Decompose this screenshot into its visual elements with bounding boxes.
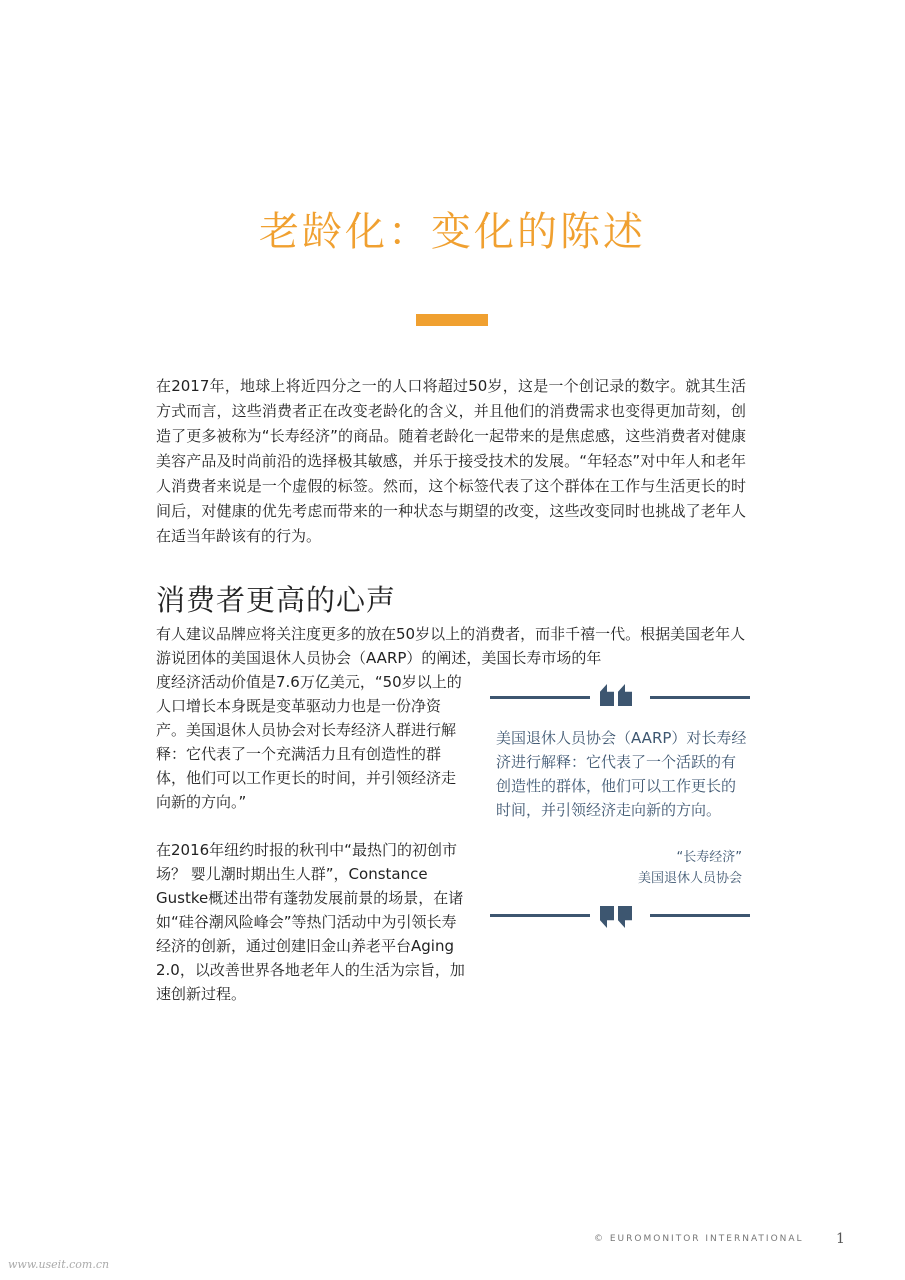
intro-paragraph: 在2017年，地球上将近四分之一的人口将超过50岁，这是一个创记录的数字。就其生活方式而言，这些消费者正在改变老龄化的含义，并且他们的消费需求也变得更加苛刻，创造了更多被称为“长寿经济”的商品。随着老龄化一起带来的是焦虑感，这些消费者对健康美容产品及时尚前沿的选择极其敏感，并乐于接受技术的发展。“年轻态”对中年人和老年人消费者来说是一个虚假的标签。然而，这个标签代表了这个群体在工作与生活更长的时间后，对健康的优先考虑而带来的一种状态与期望的改变，这些改变同时也挑战了老年人在适当年龄该有的行为。: [156, 377, 746, 545]
quote-bottom-rule-left: [490, 914, 590, 917]
quote-source: [638, 847, 742, 889]
section-heading: 消费者更高的心声: [156, 583, 397, 617]
quote-top-rule-right: [650, 696, 750, 699]
title-accent-bar: [416, 314, 488, 326]
section-paragraph-1-continued: 度经济活动价值是7.6万亿美元，“50岁以上的人口增长本身既是变革驱动力也是一份净资产。美国退休人员协会对长寿经济人群进行解释：它代表了一个充满活力且有创造性的群体，他们可以工作更长的时间，并引领经济走向新的方向。”: [156, 673, 462, 811]
quote-text: 美国退休人员协会（AARP）对长寿经济进行解释：它代表了一个活跃的有创造性的群体，他们可以工作更长的时间，并引领经济走向新的方向。: [496, 729, 747, 819]
quote-source-title: “长寿经济”: [676, 850, 742, 865]
watermark: www.useit.com.cn: [8, 1258, 110, 1271]
section-paragraph-1: 有人建议品牌应将关注度更多的放在50岁以上的消费者，而非千禧一代。根据美国老年人游说团体的美国退休人员协会（AARP）的阐述，美国长寿市场的年: [156, 625, 746, 667]
open-quote-icon: [600, 684, 632, 706]
pull-quote: [490, 680, 752, 940]
section-paragraph-2: 在2016年纽约时报的秋刊中“最热门的初创市场？ 婴儿潮时期出生人群”，Constance Gustke概述出带有蓬勃发展前景的场景，在诸如“硅谷潮风险峰会”等热门活动中为引领长寿经济的创新，通过创建旧金山养老平台Aging 2.0，以改善世界各地老年人的生活为宗旨，加速创新过程。: [156, 841, 465, 1003]
close-quote-icon: [600, 906, 632, 928]
footer-brand: © EUROMONITOR INTERNATIONAL: [594, 1234, 804, 1244]
page-number: 1: [836, 1231, 845, 1247]
quote-bottom-rule-right: [650, 914, 750, 917]
quote-top-rule-left: [490, 696, 590, 699]
page-title: 老龄化：变化的陈述: [259, 209, 646, 255]
quote-source-org: 美国退休人员协会: [637, 871, 742, 886]
